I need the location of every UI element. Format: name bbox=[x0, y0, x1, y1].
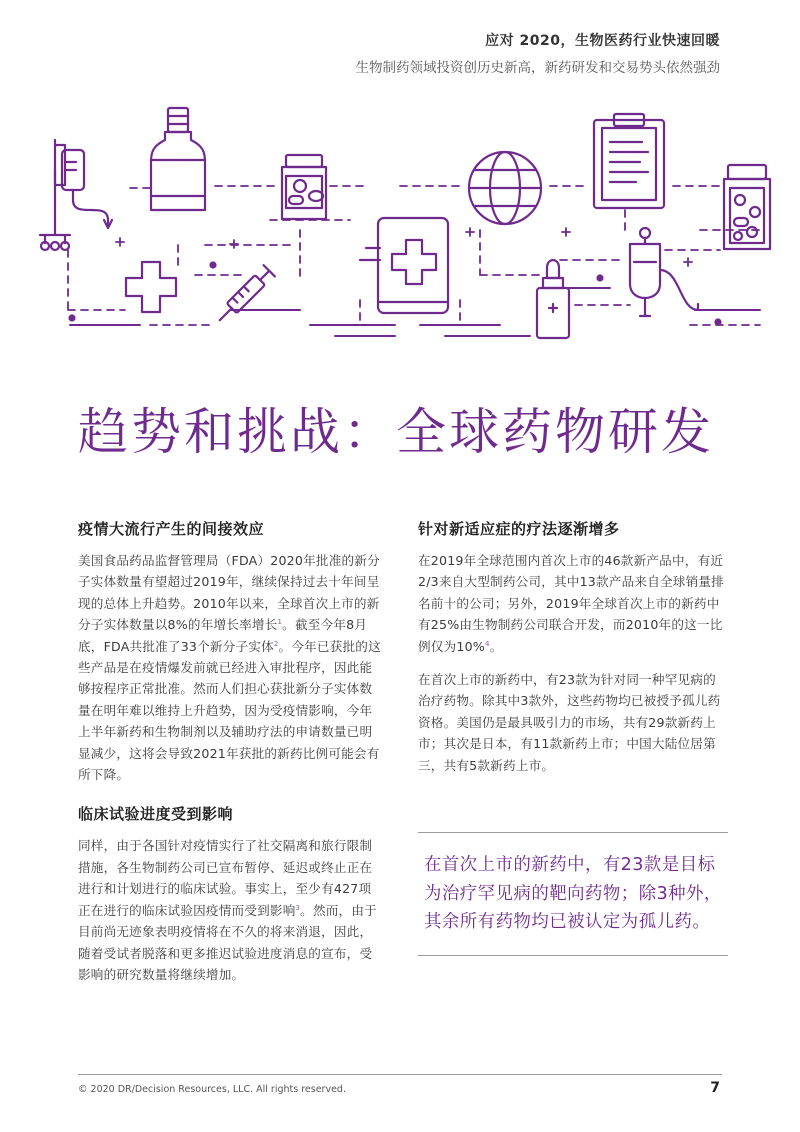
body-paragraph: 在首次上市的新药中，有23款为针对同一种罕见病的治疗药物。除其中3款外，这些药物均已被授予孤儿药资格。美国仍是最具吸引力的市场，共有29款新药上市；其次是日本，有11款新药上市；中国大陆位居第三，共有5款新药上市。 bbox=[418, 672, 721, 773]
pull-quote bbox=[418, 832, 728, 956]
page-header bbox=[356, 30, 721, 76]
footnote-ref[interactable]: 3 bbox=[295, 903, 301, 912]
pull-quote-text: 在首次上市的新药中，有23款是目标为治疗罕见病的靶向药物；除3种外，其余所有药物均已被认定为孤儿药。 bbox=[424, 855, 722, 932]
bottle-icon bbox=[151, 108, 205, 210]
globe-icon bbox=[469, 152, 541, 224]
footnote-ref[interactable]: 2 bbox=[273, 639, 279, 648]
page-number: 7 bbox=[710, 1080, 720, 1096]
footnote-ref[interactable]: 4 bbox=[484, 639, 490, 648]
pill-jar-icon bbox=[724, 165, 770, 249]
blood-bag-icon bbox=[630, 228, 698, 316]
body-paragraph: 同样，由于各国针对疫情实行了社交隔离和旅行限制措施，各生物制药公司已宣布暂停、延迟或终止正在进行和计划进行的临床试验。事实上，至少有427项正在进行的临床试验因疫情而受到影响$^3$。然而，由于目前尚无迹象表明疫情将在不久的将来消退，因此，随着受试者脱落和更多推迟试验进度消息的宣布，受影响的研究数量将继续增加。 bbox=[78, 838, 377, 982]
clipboard-icon bbox=[594, 114, 664, 208]
tablet-cross-icon bbox=[360, 218, 448, 313]
section-heading: 针对新适应症的疗法逐渐增多 bbox=[418, 520, 620, 538]
medical-cross-icon bbox=[126, 262, 176, 312]
body-paragraph: 美国食品药品监督管理局（FDA）2020年批准的新分子实体数量有望超过2019年，继续保持过去十年间呈现的总体上升趋势。2010年以来，全球首次上市的新分子实体数量以8%的年增长率增长$^1$。截至今年8月底，FDA共批准了33个新分子实体$^2$。今年已获批的这些产品是在疫情爆发前就已经进入审批程序，因此能够按程序正常批准。然而人们担心获批新分子实体数量在明年难以维持上升趋势，因为受疫情影响，今年上半年新药和生物制剂以及辅助疗法的申请数量已明显减少，这将会导致2021年获批的新药比例可能会有所下降。 bbox=[78, 553, 381, 783]
section-heading: 疫情大流行产生的间接效应 bbox=[78, 520, 265, 538]
pill-bottle-icon bbox=[282, 155, 326, 219]
body-paragraph: 在2019年全球范围内首次上市的46款新产品中，有近2/3来自大型制药公司，其中13款产品来自全球销量排名前十的公司；另外，2019年全球首次上市的新药中有25%由生物制药公司联合开发，而2010年的这一比例仅为10%$^4$。 bbox=[418, 553, 724, 654]
footer-divider bbox=[78, 1074, 722, 1075]
footnote-ref[interactable]: 1 bbox=[277, 618, 283, 627]
section-heading: 临床试验进度受到影响 bbox=[78, 805, 234, 824]
medical-illustration bbox=[0, 100, 800, 360]
right-column bbox=[418, 518, 724, 776]
header-subtitle: 生物制药领域投资创历史新高，新药研发和交易势头依然强劲 bbox=[355, 60, 720, 76]
iv-drip-icon bbox=[40, 140, 112, 250]
main-title: 趋势和挑战：全球药物研发 bbox=[78, 403, 714, 461]
dropper-vial-icon bbox=[537, 260, 569, 338]
copyright: © 2020 DR/Decision Resources, LLC. All rights reserved. bbox=[78, 1084, 346, 1095]
header-title: 应对 2020，生物医药行业快速回暖 bbox=[485, 33, 720, 49]
left-column bbox=[78, 518, 384, 985]
